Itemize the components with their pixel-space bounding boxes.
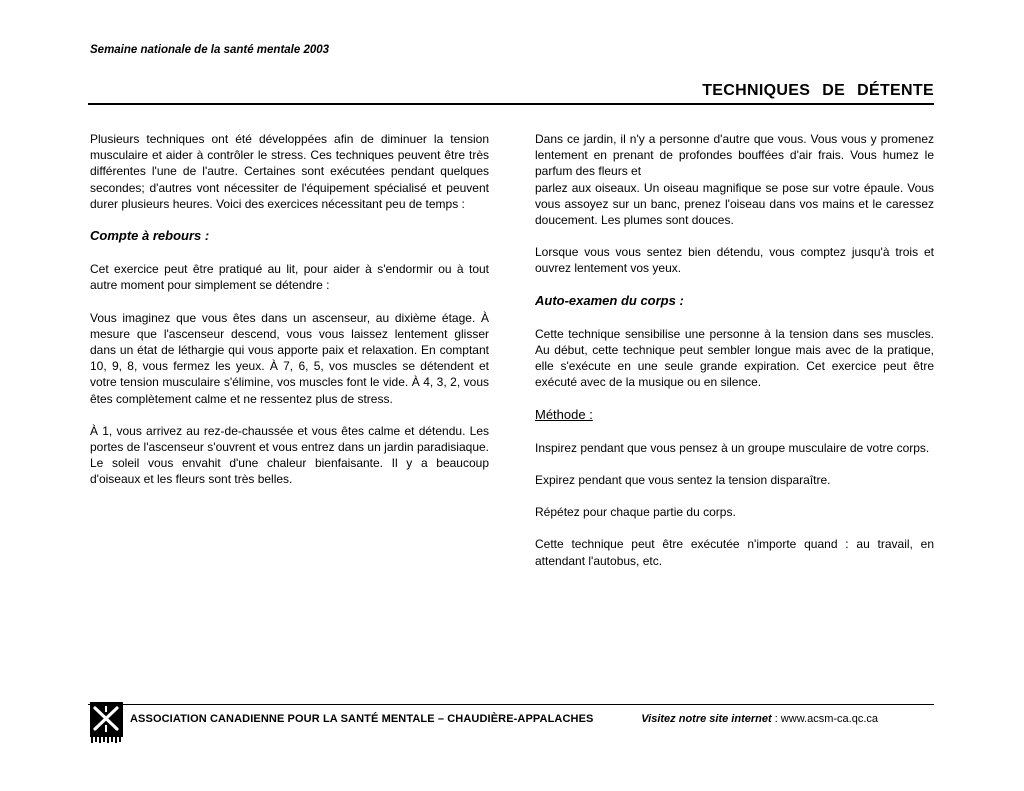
footer-org-name: ASSOCIATION CANADIENNE POUR LA SANTÉ MENTALE – CHAUDIÈRE-APPALACHES	[130, 713, 594, 725]
method-step: Répétez pour chaque partie du corps.	[535, 505, 736, 520]
acsm-logo	[90, 702, 123, 744]
paragraph: Dans ce jardin, il n'y a personne d'autre que vous. Vous vous y promenez lentement en prenant de profondes bouffées d'air frais. Vous humez le parfum des fleurs et	[535, 132, 934, 179]
right-column	[535, 131, 934, 585]
method-step: Inspirez pendant que vous pensez à un groupe musculaire de votre corps.	[535, 440, 930, 455]
footer-row	[88, 705, 934, 725]
section-heading-compte-a-rebours: Compte à rebours :	[90, 228, 210, 244]
paragraph: parlez aux oiseaux. Un oiseau magnifique se pose sur votre épaule. Vous vous assoyez sur un banc, prenez l'oiseau dans vos mains et le caressez doucement. Les plumes sont douces.	[535, 180, 934, 228]
section-heading-auto-examen: Auto-examen du corps :	[535, 292, 684, 308]
paragraph: Vous imaginez que vous êtes dans un ascenseur, au dixième étage. À mesure que l'ascenseur descend, vous vous laissez lentement glisser dans un état de léthargie qui vous apporte paix et relaxation. En comptant 10, 9, 8, vous fermez les yeux. À 7, 6, 5, vos muscles se détendent et votre tension musculaire s'élimine, vos muscles font le vide. À 4, 3, 2, vous êtes complètement calme et ne ressentez plus de stress.	[90, 310, 489, 406]
page-footer	[88, 704, 934, 725]
title-block	[88, 82, 934, 105]
page-title: TECHNIQUES DE DÉTENTE	[702, 82, 934, 99]
paragraph: À 1, vous arrivez au rez-de-chaussée et vous êtes calme et détendu. Les portes de l'ascenseur s'ouvrent et vous entrez dans un jardin paradisiaque. Le soleil vous envahit d'une chaleur bienfaisante. Il y a beaucoup d'oiseaux et les fleurs sont très belles.	[90, 423, 489, 487]
footer-site-label: Visitez notre site internet	[641, 713, 772, 725]
two-column-layout	[90, 131, 934, 585]
left-column	[90, 131, 489, 585]
method-step: Expirez pendant que vous sentez la tension disparaître.	[535, 473, 831, 488]
paragraph: Cette technique sensibilise une personne à la tension dans ses muscles. Au début, cette technique peut sembler longue mais avec de la pratique, elle s'exécute en une seule grande expiration. Cet exercice peut être exécuté avec de la musique ou en silence.	[535, 326, 934, 390]
footer-site	[641, 713, 878, 725]
document-kicker: Semaine nationale de la santé mentale 2003	[90, 44, 330, 56]
paragraph: Lorsque vous vous sentez bien détendu, vous comptez jusqu'à trois et ouvrez lentement vos yeux.	[535, 245, 934, 276]
intro-paragraph: Plusieurs techniques ont été développées afin de diminuer la tension musculaire et aider à contrôler le stress. Ces techniques peuvent être très différentes l'une de l'autre. Certaines sont exécutées pendant quelques secondes; d'autres vont nécessiter de l'équipement spécialisé et peuvent durer plusieurs heures. Voici des exercices nécessitant peu de temps :	[90, 132, 489, 211]
method-note: Cette technique peut être exécutée n'importe quand : au travail, en attendant l'autobus, etc.	[535, 537, 934, 568]
method-heading: Méthode :	[535, 406, 593, 422]
footer-site-url: : www.acsm-ca.qc.ca	[771, 713, 878, 725]
paragraph: Cet exercice peut être pratiqué au lit, pour aider à s'endormir ou à tout autre moment pour simplement se détendre :	[90, 262, 489, 293]
